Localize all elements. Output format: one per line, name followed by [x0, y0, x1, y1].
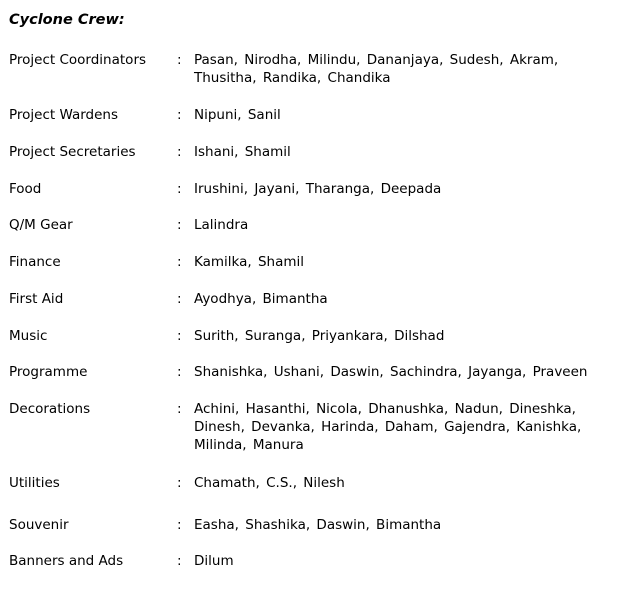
row-separator: :: [177, 107, 182, 123]
row-separator: :: [177, 553, 182, 569]
role-label: Project Secretaries: [9, 144, 136, 160]
role-label: Decorations: [9, 401, 91, 417]
role-label: Finance: [9, 254, 61, 270]
row-separator: :: [177, 401, 182, 417]
member-names: Easha, Shashika, Daswin, Bimantha: [194, 517, 442, 533]
role-label: Utilities: [9, 475, 60, 491]
row-separator: :: [177, 364, 182, 380]
row-separator: :: [177, 475, 182, 491]
member-names: Dilum: [194, 553, 234, 569]
role-label: Souvenir: [9, 517, 69, 533]
member-names: Kamilka, Shamil: [194, 254, 305, 270]
member-names: Ayodhya, Bimantha: [194, 291, 328, 307]
role-label: Food: [9, 181, 42, 197]
row-separator: :: [177, 52, 182, 68]
member-names: Irushini, Jayani, Tharanga, Deepada: [194, 181, 442, 197]
role-label: Programme: [9, 364, 88, 380]
row-separator: :: [177, 517, 182, 533]
row-separator: :: [177, 254, 182, 270]
row-separator: :: [177, 181, 182, 197]
role-label: Q/M Gear: [9, 217, 73, 233]
member-names: Lalindra: [194, 217, 249, 233]
member-names: Surith, Suranga, Priyankara, Dilshad: [194, 328, 445, 344]
member-names: Shanishka, Ushani, Daswin, Sachindra, Jayanga, Praveen: [194, 364, 588, 380]
row-separator: :: [177, 144, 182, 160]
row-separator: :: [177, 217, 182, 233]
member-names: Pasan, Nirodha, Milindu, Dananjaya, Sudesh, Akram, Thusitha, Randika, Chandika: [194, 52, 559, 86]
member-names: Achini, Hasanthi, Nicola, Dhanushka, Nadun, Dineshka, Dinesh, Devanka, Harinda, Daham, Gajendra, Kanishka, Milinda, Manura: [194, 401, 582, 453]
row-separator: :: [177, 328, 182, 344]
role-label: Project Wardens: [9, 107, 119, 123]
row-separator: :: [177, 291, 182, 307]
crew-heading: Cyclone Crew:: [9, 12, 125, 28]
role-label: First Aid: [9, 291, 64, 307]
role-label: Banners and Ads: [9, 553, 124, 569]
role-label: Music: [9, 328, 48, 344]
member-names: Chamath, C.S., Nilesh: [194, 475, 345, 491]
member-names: Ishani, Shamil: [194, 144, 291, 160]
role-label: Project Coordinators: [9, 52, 147, 68]
member-names: Nipuni, Sanil: [194, 107, 281, 123]
